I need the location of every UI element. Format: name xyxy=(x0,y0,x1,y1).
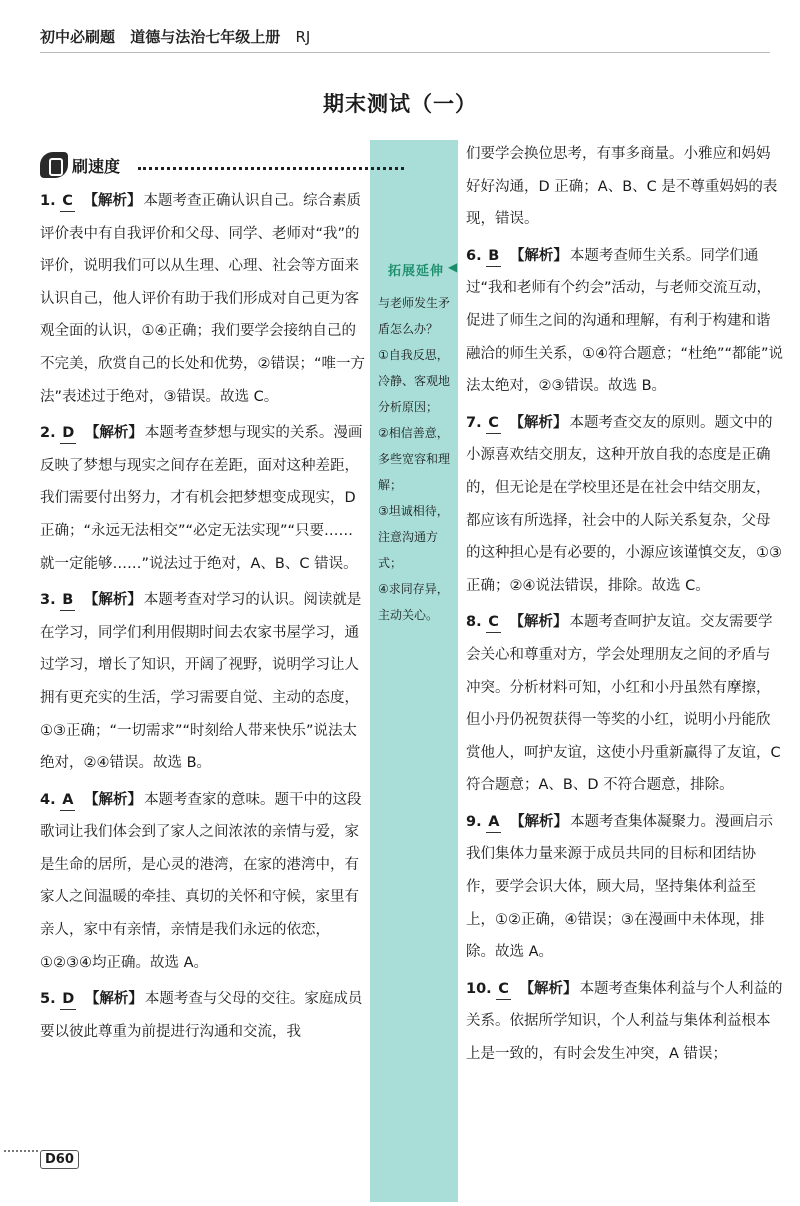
question-item xyxy=(40,983,365,1048)
section-dotted-rule xyxy=(138,167,404,170)
question-answer: A xyxy=(60,790,75,811)
question-number: 3. xyxy=(40,592,56,609)
question-answer: D xyxy=(60,423,76,444)
footer-dotted-rule xyxy=(4,1150,38,1152)
sidebar-line: ③坦诚相待，注意沟通方式； xyxy=(378,504,449,570)
sidebar-line: ④求同存异，主动关心。 xyxy=(378,582,449,622)
header-subject: 道德与法治七年级上册 xyxy=(130,28,281,46)
question-number: 10. xyxy=(466,980,492,997)
question-text: 本题考查家的意味。题干中的这段歌词让我们体会到了家人之间浓浓的亲情与爱，家是生命的居所，是心灵的港湾，在家的港湾中，有家人之间温暖的牵挂、真切的关怀和守候，家里有亲人，家中有亲情，亲情是我们永远的依恋，①②③④均正确。故选 A。 xyxy=(40,791,362,971)
question-answer: A xyxy=(486,812,501,833)
sidebar-note xyxy=(370,254,458,654)
question-item xyxy=(40,784,365,980)
question-text: 本题考查呵护友谊。交友需要学会关心和尊重对方，学会处理朋友之间的矛盾与冲突。分析材料可知，小红和小丹虽然有摩擦，但小丹仍祝贺获得一等奖的小红，说明小丹能欣赏他人，呵护友谊，这使小丹重新赢得了友谊，C 符合题意；A、B、D 不符合题意，排除。 xyxy=(466,614,781,794)
analysis-tag: 【解析】 xyxy=(83,193,142,209)
question-number: 9. xyxy=(466,813,482,830)
question-answer: C xyxy=(496,979,511,1000)
section-title: 刷速度 xyxy=(72,157,121,176)
analysis-tag: 【解析】 xyxy=(84,791,143,808)
question-item xyxy=(466,606,784,802)
question-item xyxy=(40,417,365,580)
page-number: D60 xyxy=(40,1150,79,1169)
question-item xyxy=(466,806,784,969)
analysis-tag: 【解析】 xyxy=(84,425,143,442)
question-item xyxy=(466,407,784,603)
question-continuation xyxy=(466,138,784,236)
page-title: 期末测试（一） xyxy=(323,92,477,116)
question-number: 1. xyxy=(40,193,56,209)
question-text: 本题考查与父母的交往。家庭成员要以彼此尊重为前提进行沟通和交流，我 xyxy=(40,991,363,1040)
analysis-tag: 【解析】 xyxy=(519,980,578,997)
sidebar-line: 与老师发生矛盾怎么办？ xyxy=(378,296,451,336)
question-number: 7. xyxy=(466,414,482,431)
question-text: 本题考查对学习的认识。阅读就是在学习，同学们利用假期时间去农家书屋学习，通过学习，增长了知识，开阔了视野，说明学习让人拥有更充实的生活，学习需要自觉、主动的态度，①③正确；“一切需求”“时刻给人带来快乐”说法太绝对，②④错误。故选 B。 xyxy=(40,592,362,772)
question-answer: C xyxy=(60,191,75,212)
question-answer: C xyxy=(486,612,501,633)
right-column xyxy=(466,138,784,1075)
question-number: 2. xyxy=(40,425,56,442)
question-text: 本题考查梦想与现实的关系。漫画反映了梦想与现实之间存在差距，面对这种差距，我们需要付出努力，才有机会把梦想变成现实，D 正确；“永远无法相交”“必定无法实现”“只要……就一定能够……”说法过于绝对，A、B、C 错误。 xyxy=(40,425,363,572)
question-text: 们要学会换位思考，有事多商量。小雅应和妈妈好好沟通，D 正确；A、B、C 是不尊重妈妈的表现，错误。 xyxy=(466,146,778,228)
analysis-tag: 【解析】 xyxy=(84,991,143,1008)
question-number: 8. xyxy=(466,614,482,631)
question-answer: C xyxy=(486,413,501,434)
analysis-tag: 【解析】 xyxy=(83,592,142,609)
question-item xyxy=(40,584,365,780)
question-item xyxy=(466,973,784,1071)
analysis-tag: 【解析】 xyxy=(510,813,569,830)
running-header xyxy=(40,26,420,50)
analysis-tag: 【解析】 xyxy=(509,414,568,431)
question-item xyxy=(40,185,365,413)
question-answer: B xyxy=(486,246,501,267)
header-series: 初中必刷题 xyxy=(40,28,116,46)
arrow-left-icon: ◀ xyxy=(448,260,458,274)
question-answer: B xyxy=(60,590,75,611)
header-edition: RJ xyxy=(295,28,311,46)
question-number: 4. xyxy=(40,791,56,808)
question-answer: D xyxy=(60,989,76,1010)
sidebar-line: ②相信善意，多些宽容和理解； xyxy=(378,426,451,492)
question-item xyxy=(466,240,784,403)
header-divider xyxy=(40,52,770,53)
sidebar-line: ①自我反思，冷静、客观地分析原因； xyxy=(378,348,451,414)
sidebar-text xyxy=(378,290,454,628)
section-header xyxy=(40,152,370,178)
speed-icon xyxy=(40,152,68,178)
question-number: 6. xyxy=(466,247,482,264)
left-column xyxy=(40,185,365,1052)
question-number: 5. xyxy=(40,991,56,1008)
analysis-tag: 【解析】 xyxy=(509,614,568,631)
question-text: 本题考查正确认识自己。综合素质评价表中有自我评价和父母、同学、老师对“我”的评价，说明我们可以从生理、心理、社会等方面来认识自己，他人评价有助于我们形成对自己更为客观全面的认识，①④正确；我们要学会接纳自己的不完美，欣赏自己的长处和优势，②错误；“唯一方法”表述过于绝对，③错误。故选 C。 xyxy=(40,193,366,405)
question-text: 本题考查师生关系。同学们通过“我和老师有个约会”活动，与老师交流互动，促进了师生之间的沟通和理解，有利于构建和谐融洽的师生关系，①④符合题意；“杜绝”“都能”说法太绝对，②③错误。故选 B。 xyxy=(466,247,784,395)
question-text: 本题考查集体凝聚力。漫画启示我们集体力量来源于成员共同的目标和团结协作，要学会识大体，顾大局，坚持集体利益至上，①②正确，④错误；③在漫画中未体现，排除。故选 A。 xyxy=(466,813,774,961)
question-text: 本题考查交友的原则。题文中的小源喜欢结交朋友，这种开放自我的态度是正确的，但无论是在学校里还是在社会中结交朋友，都应该有所选择，社会中的人际关系复杂，父母的这种担心是有必要的，小源应该谨慎交友，①③正确；②④说法错误，排除。故选 C。 xyxy=(466,414,782,594)
question-text: 本题考查集体利益与个人利益的关系。依据所学知识，个人利益与集体利益根本上是一致的，有时会发生冲突，A 错误； xyxy=(466,980,783,1063)
sidebar-label: 拓展延伸 xyxy=(388,264,445,279)
analysis-tag: 【解析】 xyxy=(509,247,568,264)
